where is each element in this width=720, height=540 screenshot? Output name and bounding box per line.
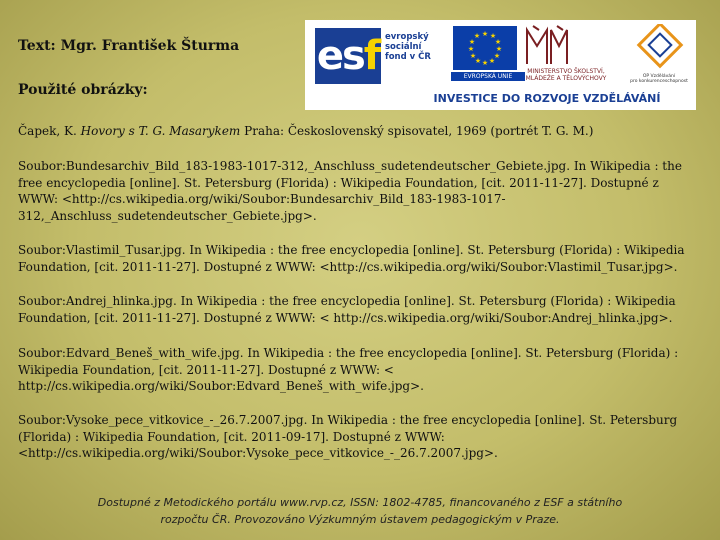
svg-text:★: ★ bbox=[488, 57, 496, 65]
entry-author: Čapek, K. bbox=[18, 124, 81, 138]
author-heading: Text: Mgr. František Šturma bbox=[18, 38, 240, 54]
logo-banner bbox=[305, 20, 696, 110]
svg-text:★: ★ bbox=[468, 38, 476, 46]
invest-slogan: INVESTICE DO ROZVOJE VZDĚLÁVÁNÍ bbox=[433, 92, 661, 105]
msmt-logo-text bbox=[511, 68, 621, 82]
op-logo-text bbox=[623, 74, 695, 84]
msmt-line1: MINISTERSTVO ŠKOLSTVÍ, bbox=[527, 68, 605, 75]
source-entry-tusar: Soubor:Vlastimil_Tusar.jpg. In Wikipedia : the free encyclopedia [online]. St. Petersburg (Florida) : Wikipedia Foundation, [cit. 2011-11-27]. Dostupné z WWW: <http://cs.wikipedia.org/wiki/Soubor:Vlastimil_Tusar.jpg>. bbox=[18, 243, 685, 274]
svg-text:★: ★ bbox=[473, 32, 481, 40]
msmt-line2: MLÁDEŽE A TĚLOVÝCHOVY bbox=[525, 75, 607, 82]
source-entry-vitkovice: Soubor:Vysoke_pece_vitkovice_-_26.7.2007.jpg. In Wikipedia : the free encyclopedia [online]. St. Petersburg (Florida) : Wikipedia Foundation, [cit. 2011-09-17]. Dostupné z WWW: <http://cs.wikipedia.org/wiki/Soubor:Vysoke_pece_vitkovice_-_26.7.2007.jpg>. bbox=[18, 413, 678, 460]
source-entry-bundesarchiv: Soubor:Bundesarchiv_Bild_183-1983-1017-312,_Anschluss_sudetendeutscher_Gebiete.jpg. In Wikipedia : the free encyclopedia [online]. St. Petersburg (Florida) : Wikipedia Foundation, [cit. 2011-11-27]. Dostupné z WWW: <http://cs.wikipedia.org/wiki/Soubor:Bundesarchiv_Bild_183-1983-1017-312,_Anschluss_sudetendeutscher_Gebiete.jpg>. bbox=[18, 159, 682, 223]
svg-text:★: ★ bbox=[467, 45, 475, 53]
esf-line3: fond v ČR bbox=[385, 52, 431, 62]
entry-book-title: Hovory s T. G. Masarykem bbox=[80, 124, 241, 138]
footer-line2: rozpočtu ČR. Provozováno Výzkumným ústavem pedagogickým v Praze. bbox=[160, 513, 560, 526]
footer-line1: Dostupné z Metodického portálu www.rvp.cz, ISSN: 1802-4785, financovaného z ESF a státního bbox=[97, 496, 623, 509]
svg-text:★: ★ bbox=[481, 59, 489, 67]
msmt-logo-icon bbox=[523, 24, 571, 68]
esf-line2: sociální bbox=[385, 42, 422, 52]
footer-note bbox=[60, 494, 660, 528]
source-entry-capek bbox=[18, 123, 690, 140]
source-entry-hlinka: Soubor:Andrej_hlinka.jpg. In Wikipedia : the free encyclopedia [online]. St. Petersburg (Florida) : Wikipedia Foundation, [cit. 2011-11-27]. Dostupné z WWW: < http://cs.wikipedia.org/wiki/Soubor:Andrej_hlinka.jpg>. bbox=[18, 294, 676, 325]
op-line2: pro konkurenceschopnost bbox=[630, 79, 688, 84]
svg-text:★: ★ bbox=[469, 52, 477, 60]
esf-line1: evropský bbox=[385, 32, 429, 42]
source-entry-benes: Soubor:Edvard_Beneš_with_wife.jpg. In Wikipedia : the free encyclopedia [online]. St. Petersburg (Florida) : Wikipedia Foundation, [cit. 2011-11-27]. Dostupné z WWW: < http://cs.wikipedia.org/wiki/Soubor:Edvard_Beneš_with_wife.jpg>. bbox=[18, 346, 679, 393]
eu-flag-icon bbox=[453, 26, 517, 70]
entry-publisher: Praha: Československý spisovatel, 1969 (portrét T. G. M.) bbox=[240, 124, 594, 138]
svg-text:★: ★ bbox=[493, 52, 501, 60]
images-heading: Použité obrázky: bbox=[18, 82, 148, 98]
svg-text:★: ★ bbox=[489, 32, 497, 40]
esf-logo bbox=[315, 28, 469, 84]
esf-mark-f: f bbox=[363, 33, 380, 79]
eu-label: EVROPSKÁ UNIE bbox=[451, 72, 525, 81]
svg-text:★: ★ bbox=[495, 45, 503, 53]
esf-logo-mark bbox=[315, 28, 381, 84]
svg-text:★: ★ bbox=[494, 38, 502, 46]
svg-text:★: ★ bbox=[474, 57, 482, 65]
op-line1: OP Vzdělávání bbox=[642, 74, 676, 79]
svg-text:★: ★ bbox=[481, 30, 489, 38]
esf-mark-es: es bbox=[316, 33, 364, 79]
op-vzdelavani-logo-icon bbox=[629, 24, 691, 80]
